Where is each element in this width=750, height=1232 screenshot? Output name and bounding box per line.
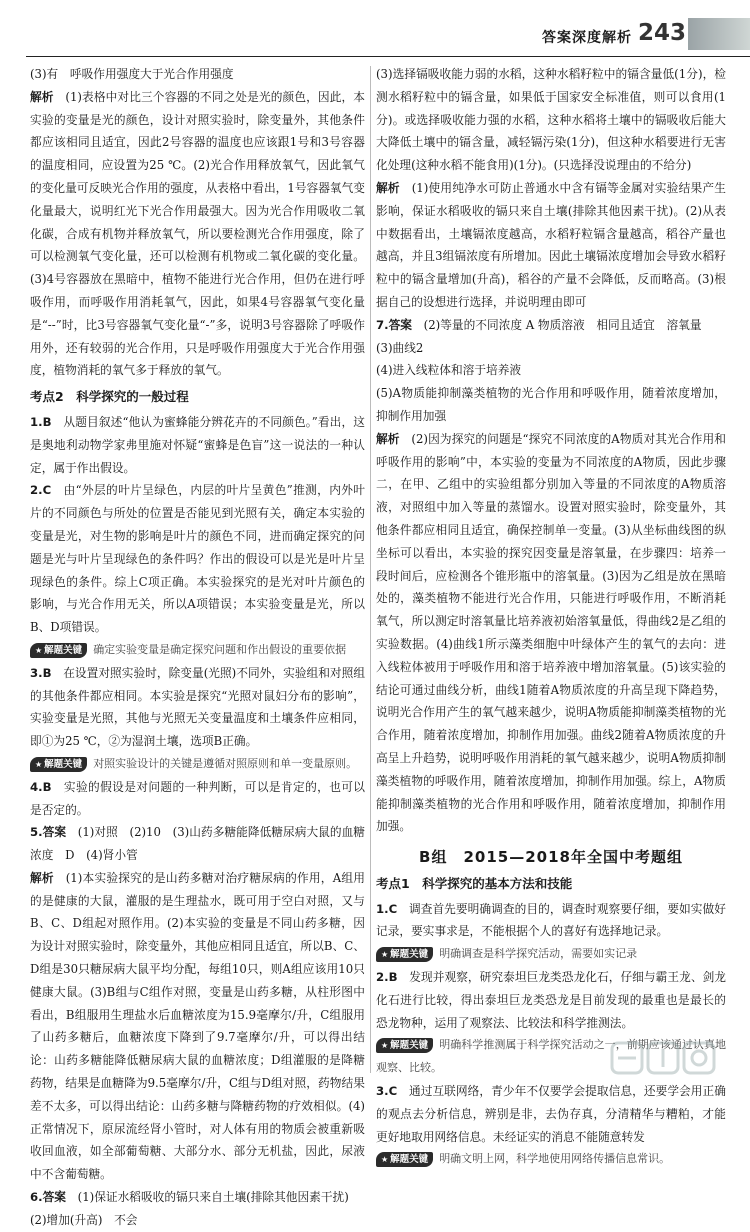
answer-label: 4.B: [30, 779, 64, 794]
answer-label: 2.B: [376, 970, 410, 985]
answer-paragraph: [30, 662, 365, 753]
answer-paragraph: [376, 428, 726, 838]
answer-text: (1)对照 (2)10 (3)山药多糖能降低糖尿病大鼠的血糖浓度 D (4)肾小管: [30, 825, 365, 863]
answer-paragraph: [376, 337, 726, 360]
answer-label: 1.C: [376, 901, 409, 916]
left-column: [30, 63, 365, 1232]
key-point-badge: ★ 解题关键: [30, 757, 87, 772]
answer-paragraph: [376, 382, 726, 428]
key-point-text: 明确文明上网，科学地使用网络传播信息常识。: [439, 1152, 671, 1166]
watermark-stamp-icon: [608, 1037, 738, 1101]
key-point-badge: ★ 解题关键: [30, 643, 87, 658]
answer-text: (2)因为探究的问题是“探究不同浓度的A物质对其光合作用和呼吸作用的影响”中，本实验的变量为不同浓度的A物质，因此步骤二，在甲、乙组中的实验组都分别加入等量的不同浓度的A物质溶液，对照组中加入等量的蒸馏水。设置对照实验时，除变量外，其他条件都应相同且适宜，确保控制单一变量。(3)从坐标曲线图的纵坐标可以看出，本实验的探究因变量是溶氧量，在步骤四：培养一段时间后，应检测各个锥形瓶中的溶氧量。(3)因为乙组是放在黑暗处的，藻类植物不能进行光合作用，只能进行呼吸作用，不断消耗氧气，所以测定时溶氧量比培养液初始溶氧量低，得曲线2是乙组的实验数据。(4)曲线1所示藻类细胞中叶绿体产生的氧气的去向：进入线粒体被用于呼吸作用和溶于培养液中增加溶氧量。(5)该实验的结论可通过曲线分析，曲线1随着A物质浓度的升高呈现下降趋势，说明光合作用产生的氧气越来越少，说明A物质能抑制藻类植物的光合作用，随着浓度增加，抑制作用加强。曲线2随着A物质浓度的升高呈上升趋势，说明呼吸作用消耗的氧气越来越少，说明A物质抑制藻类植物的呼吸作用，随着浓度增加，抑制作用加强。综上，A物质能抑制藻类植物的光合作用和呼吸作用，随着浓度增加，抑制作用加强。: [376, 431, 726, 834]
answer-label: 解析: [376, 431, 412, 446]
answer-text: (3)有 呼吸作用强度大于光合作用强度: [30, 67, 234, 81]
header-rule: [26, 56, 750, 57]
section-heading: 考点1 科学探究的基本方法和技能: [376, 875, 573, 891]
answer-label: 2.C: [30, 483, 64, 498]
answer-text: 由“外层的叶片呈绿色，内层的叶片呈黄色”推测，内外叶片的不同颜色与所处的位置是否能见到光照有关，确定本实验的变量是光，对生物的影响是叶片的颜色不同，进而确定探究的问题是光与叶片呈现绿色的条件吗？作出的假设可以是光是叶片呈现绿色的条件。综上C项正确。本实验探究的是光对叶片颜色的影响，与光合作用无关，所以A项错误；本实验变量是光，所以B、D项错误。: [30, 483, 365, 635]
header-title: 答案深度解析: [542, 30, 632, 46]
answer-paragraph: [30, 1186, 365, 1209]
page-number: 243: [637, 20, 686, 46]
key-point-text: 确定实验变量是确定探究问题和作出假设的重要依据: [93, 642, 347, 656]
answer-text: (5)A物质能抑制藻类植物的光合作用和呼吸作用，随着浓度增加，抑制作用加强: [376, 386, 726, 423]
key-point-text: 对照实验设计的关键是遵循对照原则和单一变量原则。: [93, 756, 358, 770]
key-point-badge: ★ 解题关键: [376, 1152, 433, 1167]
answer-label: 3.C: [376, 1084, 409, 1099]
answer-label: 1.B: [30, 414, 64, 429]
answer-paragraph: [30, 776, 365, 822]
answer-text: 实验的假设是对问题的一种判断，可以是肯定的，也可以是否定的。: [30, 779, 365, 817]
answer-paragraph: [30, 1209, 365, 1232]
answer-label: 7.答案: [376, 317, 424, 332]
answer-paragraph: [30, 821, 365, 867]
answer-paragraph: [30, 479, 365, 639]
answer-text: (1)表格中对比三个容器的不同之处是光的颜色，因此，本实验的变量是光的颜色，设计对照实验时，除变量外，其他条件都应该相同且适宜，因此2号容器的温度也应该跟1号和3号容器的温度相同，应设置为25 ℃。(2)光合作用释放氧气，因此氧气的变化量可反映光合作用的强度，从表格中看出，1号容器氧气变化量最大，说明红光下光合作用最强大。因为光合作用吸收二氧化碳，合成有机物并释放氧气，所以要检测光合作用强度，除了可以检测氧气变化量，还可以检测有机物或二氧化碳的变化量。(3)4号容器放在黑暗中，植物不能进行光合作用，但仍在进行呼吸作用，而呼吸作用消耗氧气，因此，如果4号容器氧气变化量是“--”时，比3号容器氧气变化量“-”多，说明3号容器除了呼吸作用外，还有较弱的光合作用，只是呼吸作用强度大于光合作用强度，植物消耗的氧气多于释放的氧气。: [30, 89, 365, 378]
key-point-text: 明确科学推测属于科学探究活动之一，前期应该通过认真地观察、比较。: [376, 1038, 726, 1075]
key-point-badge: ★ 解题关键: [376, 1038, 433, 1053]
section-heading: 考点2 科学探究的一般过程: [30, 389, 189, 405]
answer-text: 通过互联网络，青少年不仅要学会提取信息，还要学会用正确的观点去分析信息，辨别是非，去伪存真，分清精华与糟粕，才能更好地取用网络信息。未经证实的消息不能随意转发: [376, 1084, 726, 1144]
key-point-note: [376, 943, 726, 966]
answer-paragraph: [376, 177, 726, 314]
answer-paragraph: [376, 314, 726, 337]
answer-paragraph: [30, 63, 365, 86]
answer-text: 调查首先要明确调查的目的，调查时观察要仔细，要如实做好记录，要实事求是，不能根据个人的喜好有选择地记录。: [376, 901, 726, 939]
answer-text: (1)使用纯净水可防止普通水中含有镉等金属对实验结果产生影响，保证水稻吸收的镉只来自土壤(排除其他因素干扰)。(2)从表中数据看出，土壤镉浓度越高，水稻籽粒镉含量越高，稻谷产量也越高，并且3组镉浓度有所增加。因此土壤镉浓度增加会导致水稻籽粒中的镉含量增加(升高)，稻谷的产量不会降低，反而略高。(3)根据自己的设想进行选择，并说明理由即可: [376, 180, 726, 309]
answer-text: (3)曲线2: [376, 340, 424, 355]
answer-label: 5.答案: [30, 825, 78, 840]
column-divider: [370, 66, 371, 1073]
answer-paragraph: [376, 359, 726, 382]
header-decoration: [688, 18, 750, 50]
answer-text: 在设置对照实验时，除变量(光照)不同外，实验组和对照组的其他条件都应相同。本实验是探究“光照对鼠妇分布的影响”，实验变量是光照，其他与光照无关变量温度和土壤条件应相同，即①为25 ℃，②为湿润土壤，选项B正确。: [30, 665, 366, 749]
answer-paragraph: [30, 86, 365, 382]
answer-label: 6.答案: [30, 1190, 78, 1205]
right-column: [376, 63, 726, 1171]
answer-label: 解析: [30, 89, 66, 104]
key-point-note: [30, 753, 365, 776]
answer-paragraph: [30, 867, 365, 1186]
answer-text: (3)选择镉吸收能力弱的水稻，这种水稻籽粒中的镉含量低(1分)，检测水稻籽粒中的镉含量，如果低于国家安全标准值，则可以食用(1分)。或选择吸收能力强的水稻，这种水稻将土壤中的镉吸收后能大大降低土壤中的镉含量，减轻镉污染(1分)，但这种水稻要进行无害化处理(这种水稻不能食用)(1分)。(只选择没说理由的不给分): [376, 67, 726, 173]
key-point-note: [376, 1148, 726, 1171]
answer-paragraph: [376, 898, 726, 944]
answer-label: 解析: [30, 870, 66, 885]
answer-text: (1)本实验探究的是山药多糖对治疗糖尿病的作用，A组用的是健康的大鼠，灌服的是生理盐水，既可用于空白对照，又与B、C、D组起对照作用。(2)本实验的变量是不同山药多糖，因为设计对照实验时，除变量外，其他应相同且适宜，所以B、C、D组是30只糖尿病大鼠平均分配，每组10只，则A组应该用10只健康大鼠。(3)B组与C组作对照，变量是山药多糖，从柱形图中看出，B组服用生理盐水后血糖浓度为15.9毫摩尔/升，C组服用了山药多糖后，血糖浓度下降到了9.7毫摩尔/升，可以得出结论：山药多糖能降低糖尿病大鼠的血糖浓度；D组灌服的是降糖药物，结果是血糖降为9.5毫摩尔/升，C组与D组对照，药物结果差不太多，可以得出结论：山药多糖与降糖药物的疗效相似。(4)正常情况下，原尿流经肾小管时，对人体有用的物质会被重新吸收回血液，如全部葡萄糖、大部分水、部分无机盐，因此，尿液中不含葡萄糖。: [30, 870, 365, 1182]
answer-text: (1)保证水稻吸收的镉只来自土壤(排除其他因素干扰): [77, 1190, 349, 1205]
group-title: B组 2015—2018年全国中考题组: [419, 848, 683, 867]
key-point-note: [30, 639, 365, 662]
answer-text: 发现并观察，研究泰坦巨龙类恐龙化石，仔细与霸王龙、剑龙化石进行比较，得出泰坦巨龙类恐龙是目前发现的最重也是最长的恐龙物种，运用了观察法、比较法和科学推测法。: [376, 970, 726, 1030]
answer-paragraph: [376, 966, 726, 1034]
answer-text: (2)等量的不同浓度 A 物质溶液 相同且适宜 溶氧量: [423, 317, 702, 332]
key-point-text: 明确调查是科学探究活动，需要如实记录: [439, 947, 638, 961]
answer-paragraph: [376, 63, 726, 177]
answer-text: 从题目叙述“他认为蜜蜂能分辨花卉的不同颜色。”看出，这是奥地利动物学家弗里施对怀疑“蜜蜂是色盲”这一说法的一种认定，属于作出假设。: [30, 414, 365, 475]
answer-label: 解析: [376, 180, 412, 195]
answer-label: 3.B: [30, 665, 64, 680]
page-header: [0, 0, 750, 60]
answer-text: (2)增加(升高) 不会: [30, 1212, 138, 1227]
key-point-badge: ★ 解题关键: [376, 947, 433, 962]
answer-paragraph: [30, 411, 365, 479]
answer-text: (4)进入线粒体和溶于培养液: [376, 363, 522, 378]
